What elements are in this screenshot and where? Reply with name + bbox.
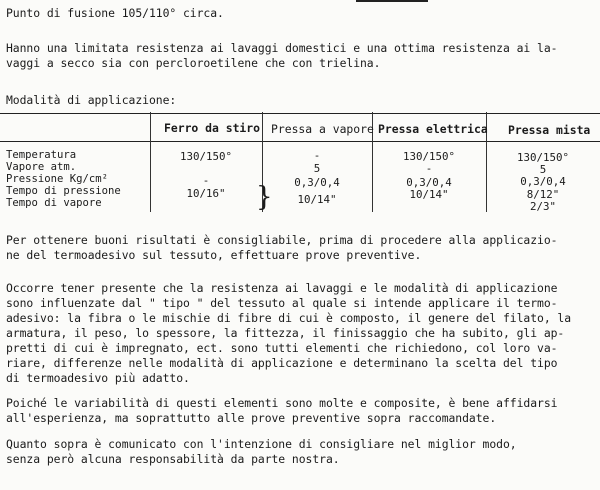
resistance-text-line-2: vaggi a secco sia con percloroetilene che con trielina.: [6, 56, 381, 70]
disclaimer-text-line-1: Quanto sopra è comunicato con l'intenzione di consigliare nel miglior modo,: [6, 437, 517, 451]
cell-elettrica-pressione: 0,3/0,4: [406, 176, 452, 189]
header-pressa-mista: Pressa mista: [508, 123, 591, 137]
cell-vapore-tempo: 10/14": [297, 193, 337, 206]
cell-ferro-pressione: -: [202, 174, 210, 187]
fabric-text-line-5: pretti di cui è impregnato, ect. sono tutti elementi che richiedono, col loro va-: [6, 341, 558, 355]
cell-mista-pressione: 0,3/0,4: [520, 175, 566, 188]
disclaimer-text-line-2: senza però alcuna responsabilità da parte nostra.: [6, 452, 340, 466]
cell-mista-temperatura: 130/150°: [516, 151, 569, 164]
header-ferro-da-stiro: Ferro da stiro: [164, 121, 261, 135]
page-top-rule: [356, 0, 428, 2]
row-label-tempo-vapore: Tempo di vapore: [6, 197, 102, 209]
table-top-rule: [0, 113, 600, 114]
fabric-text-line-1: Occorre tener presente che la resistenza ai lavaggi e le modalità di applicazione: [6, 281, 558, 295]
experience-text-line-2: all'esperienza, ma soprattutto alle prove preventive sopra raccomandate.: [6, 411, 497, 425]
section-title: Modalità di applicazione:: [6, 93, 177, 107]
experience-text-line-1: Poiché le variabilità di questi elementi sono molte e composite, è bene affidarsi: [6, 396, 558, 410]
melting-point-text: Punto di fusione 105/110° circa.: [6, 6, 224, 20]
grouping-brace: }: [256, 181, 273, 213]
cell-elettrica-temperatura: 130/150°: [402, 150, 455, 163]
fabric-text-line-6: riare, differenze nelle modalità di applicazione e determinano la scelta del tipo: [6, 356, 558, 370]
cell-elettrica-vapore: -: [425, 162, 433, 175]
row-label-vapore: Vapore atm.: [6, 161, 77, 173]
cell-elettrica-tempo: 10/14": [409, 188, 449, 201]
cell-vapore-temperatura: -: [313, 149, 321, 162]
fabric-text-line-2: sono influenzate dal " tipo " del tessuto al quale si intende applicare il termo-: [6, 296, 558, 310]
row-label-temperatura: Temperatura: [6, 149, 77, 161]
row-label-pressione: Pressione Kg/cm²: [6, 173, 109, 185]
cell-vapore-atm: 5: [313, 162, 321, 175]
fabric-text-line-3: adesivo: la fibra o le mischie di fibre di cui è composto, il genere del filato, la: [6, 311, 572, 325]
resistance-text-line-1: Hanno una limitata resistenza ai lavaggi domestici e una ottima resistenza ai la-: [6, 41, 558, 55]
tests-text-line-1: Per ottenere buoni risultati è consigliabile, prima di procedere alla applicazio-: [6, 233, 558, 247]
cell-mista-tempo-vapore: 2/3": [529, 200, 556, 213]
cell-mista-tempo-pressione: 8/12": [526, 188, 560, 201]
cell-vapore-pressione: 0,3/0,4: [294, 176, 340, 189]
table-header-rule: [0, 141, 600, 142]
header-pressa-elettrica: Pressa elettrica: [378, 122, 488, 136]
header-pressa-a-vapore: Pressa a vapore: [271, 122, 374, 136]
row-label-tempo-pressione: Tempo di pressione: [6, 185, 121, 197]
fabric-text-line-4: armatura, il peso, lo spessore, la fittezza, il finissaggio che ha subito, gli ap-: [6, 326, 565, 340]
cell-ferro-tempo: 10/16": [186, 187, 226, 200]
fabric-text-line-7: di termoadesivo più adatto.: [6, 371, 190, 385]
cell-mista-vapore: 5: [539, 163, 547, 176]
tests-text-line-2: ne del termoadesivo sul tessuto, effettuare prove preventive.: [6, 248, 422, 262]
cell-ferro-temperatura: 130/150°: [179, 150, 232, 163]
